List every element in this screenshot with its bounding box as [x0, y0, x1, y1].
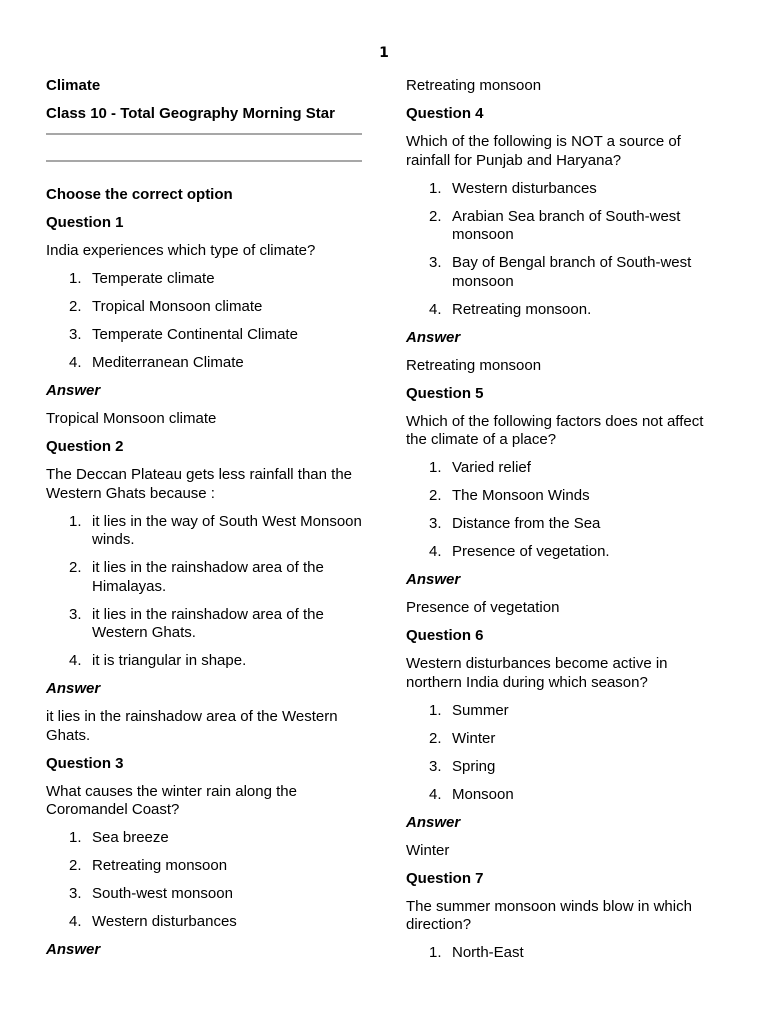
question-text: Which of the following is NOT a source of rainfall for Punjab and Haryana?: [406, 133, 681, 169]
answer-text: Presence of vegetation: [406, 599, 560, 616]
answer-label: Answer: [46, 680, 101, 697]
option-item: 4. Monsoon: [429, 785, 514, 803]
option-item: 2. The Monsoon Winds: [429, 487, 590, 504]
answer-text: Retreating monsoon: [406, 356, 542, 374]
option-item: 1. Sea breeze: [69, 829, 169, 846]
question-text: Western disturbances become active in northern India during which season?: [406, 655, 668, 691]
question-heading: Question 3: [46, 754, 124, 772]
question-block: [406, 627, 724, 860]
option-item: 3. Bay of Bengal branch of South-west monsoon: [429, 254, 692, 290]
divider: [46, 160, 362, 162]
option-item: 4. Mediterranean Climate: [69, 354, 244, 371]
option-text: Temperate Continental Climate: [92, 326, 298, 343]
options-list: [46, 513, 362, 671]
option-item: 1. Temperate climate: [69, 270, 215, 287]
option-text: Winter: [452, 729, 496, 747]
option-item: 2. Arabian Sea branch of South-west monsoon: [429, 207, 681, 243]
option-text: it lies in the rainshadow area of the Western Ghats.: [92, 605, 324, 641]
option-text: it lies in the rainshadow area of the Himalayas.: [92, 559, 324, 595]
option-text: Retreating monsoon.: [452, 300, 592, 318]
answer-label: Answer: [406, 328, 461, 346]
option-text: South-west monsoon: [92, 885, 233, 902]
question-block: [406, 105, 724, 375]
option-item: 1. Summer: [429, 701, 509, 719]
question-heading: Question 5: [406, 384, 484, 402]
option-text: Bay of Bengal branch of South-west monsoon: [452, 254, 692, 290]
option-text: Distance from the Sea: [452, 515, 601, 532]
option-text: it lies in the way of South West Monsoon winds.: [92, 512, 362, 548]
answer-label: Answer: [46, 382, 101, 399]
option-item: 4. Western disturbances: [69, 913, 237, 930]
left-column: [46, 77, 362, 969]
option-text: it is triangular in shape.: [92, 652, 247, 669]
question-text: The summer monsoon winds blow in which direction?: [406, 897, 692, 933]
question-text: The Deccan Plateau gets less rainfall than the Western Ghats because :: [46, 466, 353, 502]
options-list: [406, 459, 724, 562]
option-item: 2. Winter: [429, 729, 496, 747]
section-heading: Choose the correct option: [46, 186, 233, 203]
option-item: 1. North-East: [429, 944, 524, 961]
option-text: Presence of vegetation.: [452, 543, 610, 560]
question-block: [46, 755, 362, 960]
options-list: [406, 180, 724, 320]
options-list: [46, 270, 362, 373]
option-text: Western disturbances: [452, 179, 597, 197]
answer-text: it lies in the rainshadow area of the Western Ghats.: [46, 708, 338, 744]
question-text: India experiences which type of climate?: [46, 242, 316, 259]
answer-text: Tropical Monsoon climate: [46, 410, 217, 427]
question-block: [406, 870, 724, 963]
question-heading: Question 1: [46, 214, 124, 231]
answer-label: Answer: [406, 571, 461, 588]
answer-label: Answer: [46, 941, 101, 958]
question-heading: Question 2: [46, 438, 124, 455]
option-text: Sea breeze: [92, 829, 169, 846]
question-heading: Question 6: [406, 627, 484, 644]
option-item: 1. Western disturbances: [429, 179, 597, 197]
option-text: Temperate climate: [92, 270, 215, 287]
question-block: [406, 385, 724, 618]
option-text: The Monsoon Winds: [452, 487, 590, 504]
document-subtitle: Class 10 - Total Geography Morning Star: [46, 105, 335, 122]
options-list: [406, 702, 724, 805]
options-list: [46, 829, 362, 932]
option-item: 3. Temperate Continental Climate: [69, 326, 298, 343]
options-list: [406, 944, 724, 963]
option-text: Varied relief: [452, 459, 531, 476]
option-text: Spring: [452, 757, 496, 775]
answer-text: Retreating monsoon: [406, 77, 542, 94]
document-title: Climate: [46, 77, 101, 94]
option-item: 2. it lies in the rainshadow area of the Himalayas.: [69, 559, 324, 595]
question-text: Which of the following factors does not affect the climate of a place?: [406, 412, 704, 448]
option-text: Monsoon: [452, 785, 514, 803]
question-heading: Question 7: [406, 869, 484, 887]
answer-text: Winter: [406, 841, 450, 859]
question-heading: Question 4: [406, 105, 484, 122]
option-item: 1. it lies in the way of South West Monsoon winds.: [69, 512, 362, 548]
option-item: 2. Retreating monsoon: [69, 857, 228, 874]
option-item: 3. South-west monsoon: [69, 885, 233, 902]
option-item: 3. Spring: [429, 757, 496, 775]
option-text: Arabian Sea branch of South-west monsoon: [452, 207, 681, 243]
option-text: Retreating monsoon: [92, 857, 228, 874]
option-item: 4. it is triangular in shape.: [69, 652, 247, 669]
divider: [46, 133, 362, 135]
option-item: 4. Retreating monsoon.: [429, 300, 592, 318]
option-item: 4. Presence of vegetation.: [429, 543, 610, 560]
right-column: [406, 77, 724, 972]
page-number: 1: [379, 45, 389, 61]
option-item: 3. Distance from the Sea: [429, 515, 601, 532]
option-item: 2. Tropical Monsoon climate: [69, 298, 263, 315]
option-item: 1. Varied relief: [429, 459, 531, 476]
option-text: Summer: [452, 701, 509, 719]
question-text: What causes the winter rain along the Coromandel Coast?: [46, 782, 297, 818]
option-text: Tropical Monsoon climate: [92, 298, 263, 315]
option-item: 3. it lies in the rainshadow area of the Western Ghats.: [69, 605, 324, 641]
question-block: [46, 214, 362, 429]
option-text: Western disturbances: [92, 913, 237, 930]
question-block: [46, 438, 362, 745]
option-text: North-East: [452, 944, 524, 961]
answer-label: Answer: [406, 813, 461, 831]
option-text: Mediterranean Climate: [92, 354, 244, 371]
